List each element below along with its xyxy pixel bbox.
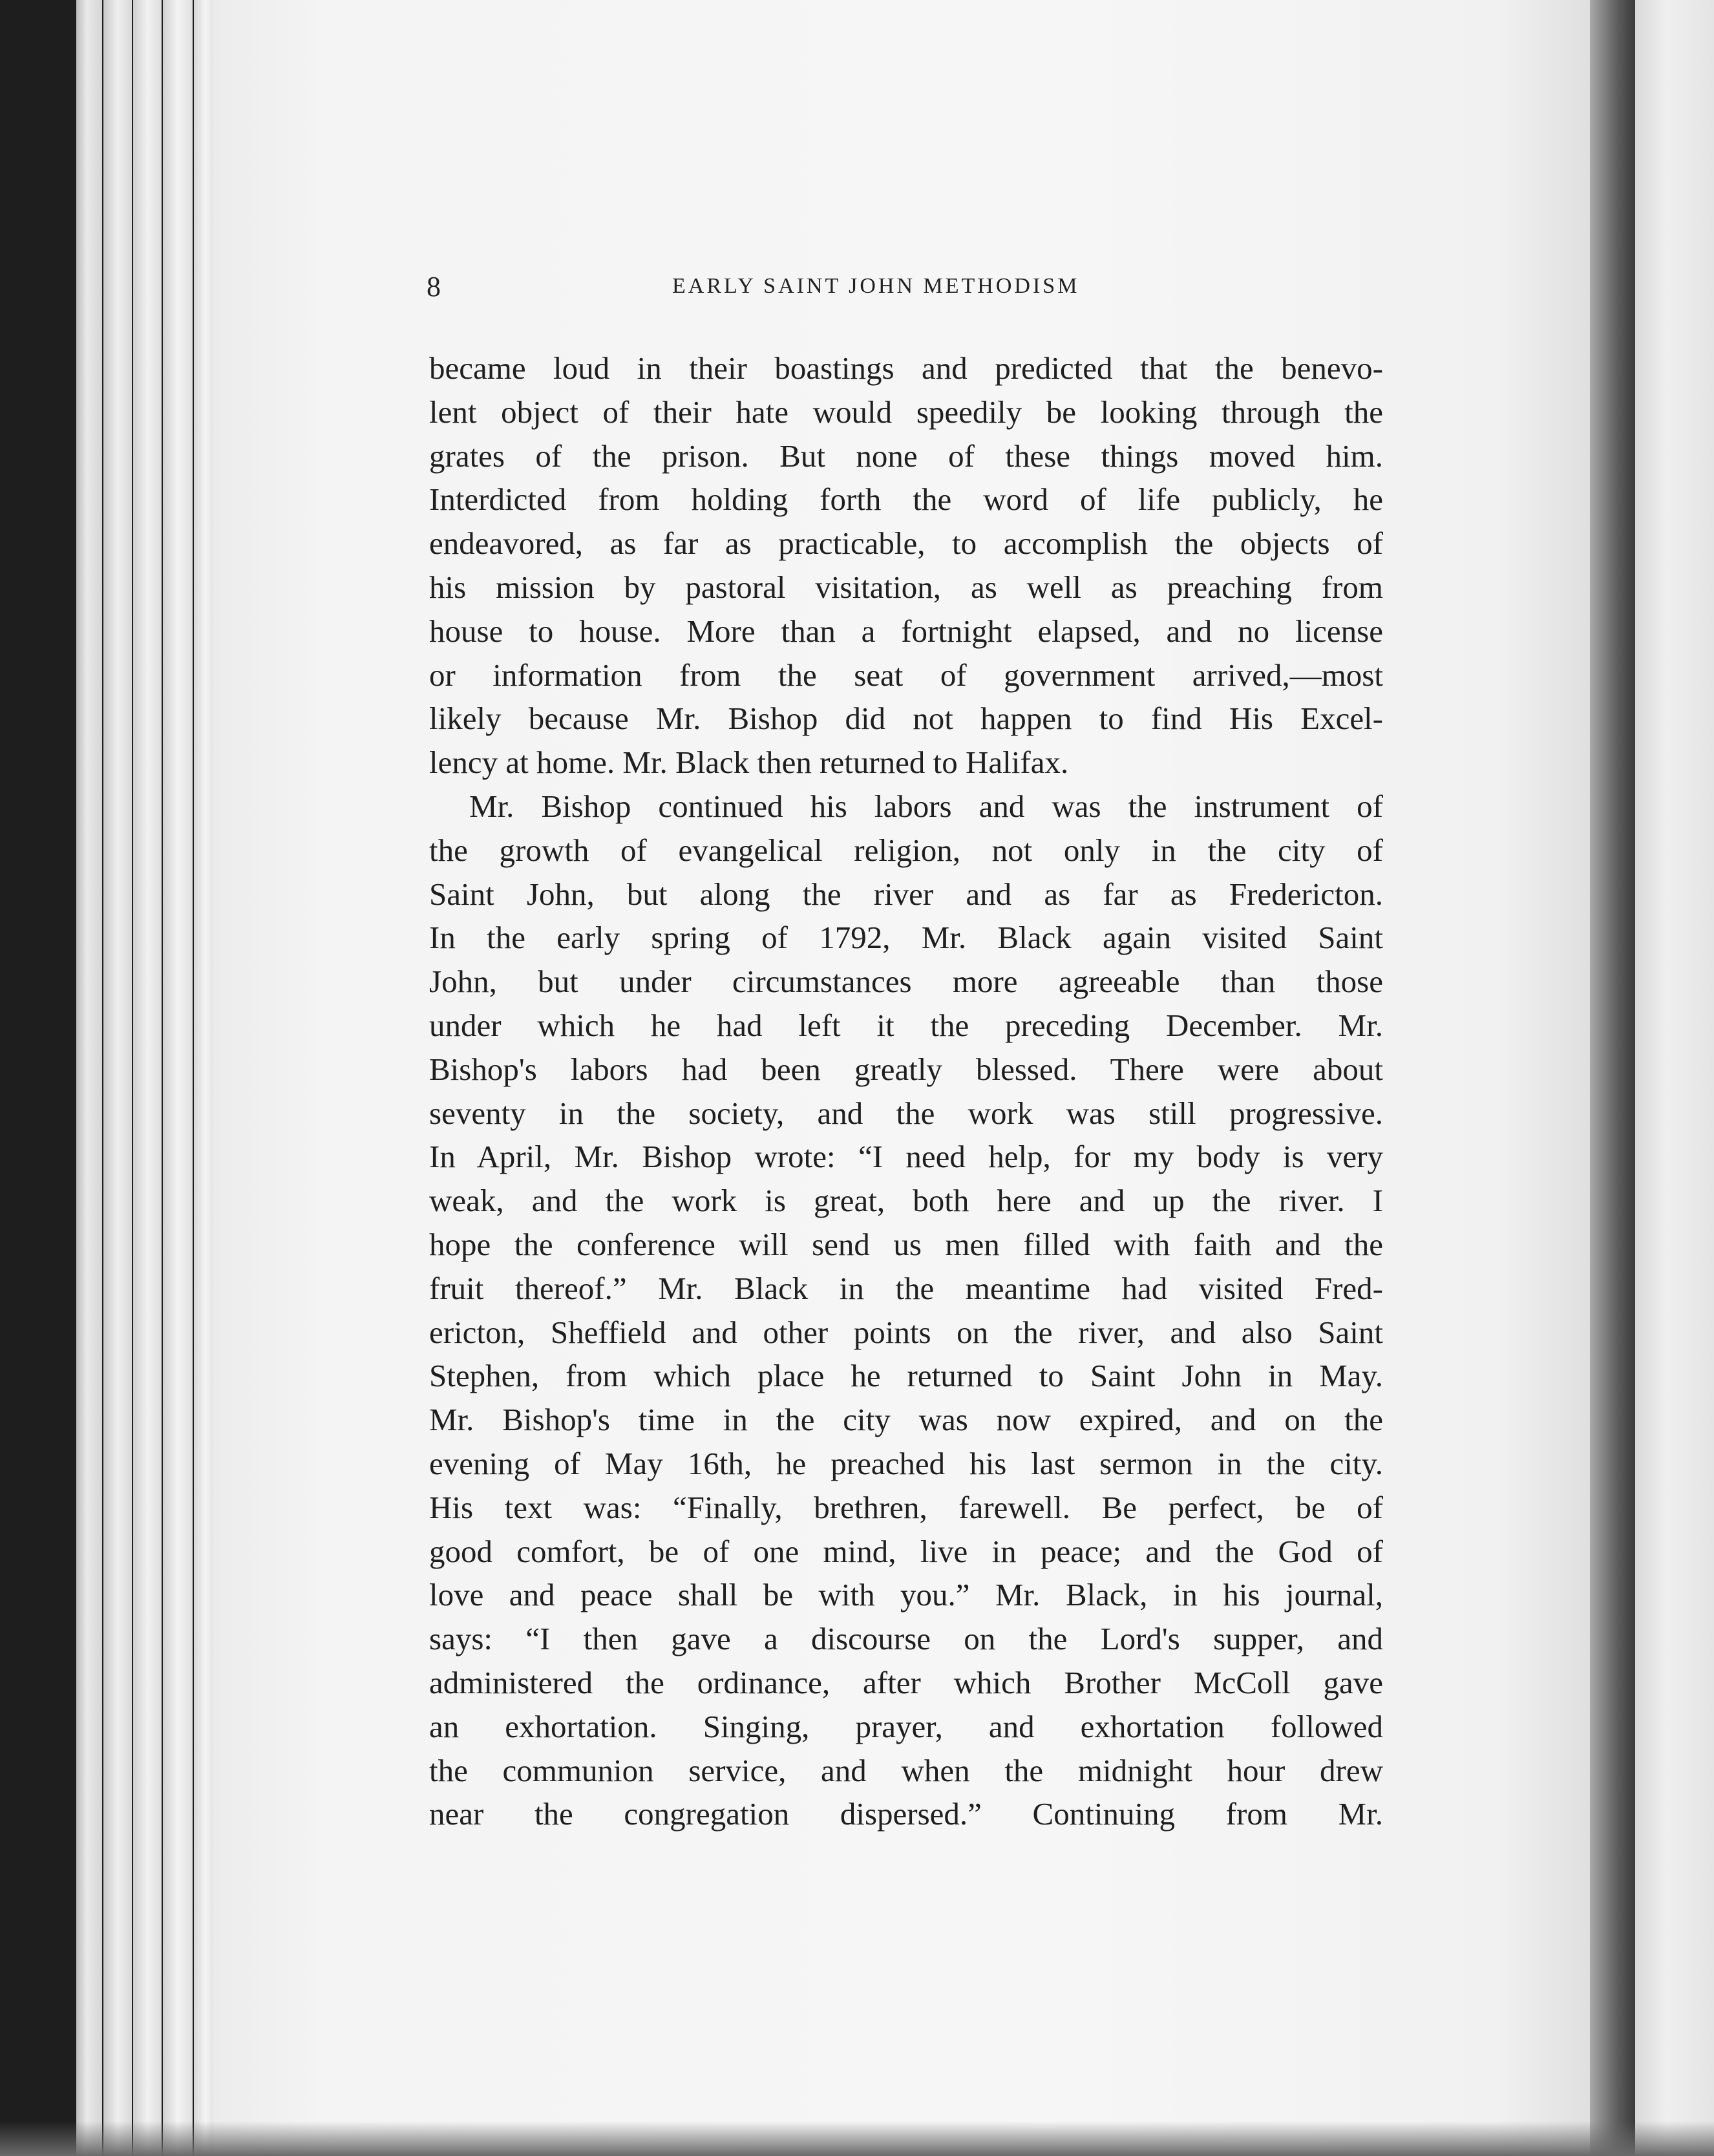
text-line: lency at home. Mr. Black then returned to Halifax. xyxy=(429,745,1069,781)
text-line: ericton, Sheffield and other points on the river, and also Saint xyxy=(429,1314,1383,1350)
text-line: became loud in their boastings and predicted that the benevo- xyxy=(429,350,1383,386)
scan-shadow xyxy=(0,2121,1714,2156)
book-gutter xyxy=(1590,0,1635,2156)
text-line: John, but under circumstances more agreeable than those xyxy=(429,964,1383,1000)
running-head xyxy=(427,270,1383,309)
text-line: house to house. More than a fortnight elapsed, and no license xyxy=(429,613,1383,649)
text-line: Mr. Bishop continued his labors and was the instrument of xyxy=(469,788,1383,824)
page-edge xyxy=(163,0,193,2156)
text-line: under which he had left it the preceding December. Mr. xyxy=(429,1007,1383,1043)
facing-page-edge xyxy=(1635,0,1714,2156)
text-line: Saint John, but along the river and as far as Fredericton. xyxy=(429,876,1383,912)
text-line: evening of May 16th, he preached his last sermon in the city. xyxy=(429,1445,1383,1481)
text-line: fruit thereof.” Mr. Black in the meantime had visited Fred- xyxy=(429,1270,1383,1306)
text-line: endeavored, as far as practicable, to accomplish the objects of xyxy=(429,525,1383,562)
text-line: Interdicted from holding forth the word of life publicly, he xyxy=(429,481,1383,518)
page-edge xyxy=(76,0,102,2156)
text-line: an exhortation. Singing, prayer, and exhortation followed xyxy=(429,1708,1383,1744)
text-line: weak, and the work is great, both here and up the river. I xyxy=(429,1183,1383,1219)
text-line: Mr. Bishop's time in the city was now expired, and on the xyxy=(429,1402,1383,1438)
text-line: good comfort, be of one mind, live in peace; and the God of xyxy=(429,1533,1383,1569)
text-line: likely because Mr. Bishop did not happen to find His Excel- xyxy=(429,701,1383,737)
page-edge xyxy=(103,0,132,2156)
text-line: grates of the prison. But none of these things moved him. xyxy=(429,438,1383,474)
text-line: near the congregation dispersed.” Continuing from Mr. xyxy=(429,1796,1383,1832)
body-text xyxy=(429,346,1383,1836)
page-edge xyxy=(133,0,162,2156)
text-line: his mission by pastoral visitation, as well as preaching from xyxy=(429,569,1383,605)
text-line: the communion service, and when the midnight hour drew xyxy=(429,1752,1383,1788)
text-line: In April, Mr. Bishop wrote: “I need help, for my body is very xyxy=(429,1139,1383,1175)
text-line: love and peace shall be with you.” Mr. Black, in his journal, xyxy=(429,1577,1383,1613)
page-number: 8 xyxy=(427,271,441,302)
page-edge xyxy=(194,0,213,2156)
text-line: administered the ordinance, after which Brother McColl gave xyxy=(429,1664,1383,1700)
text-line: In the early spring of 1792, Mr. Black again visited Saint xyxy=(429,920,1383,956)
running-title: EARLY SAINT JOHN METHODISM xyxy=(672,274,1080,298)
text-line: hope the conference will send us men filled with faith and the xyxy=(429,1226,1383,1262)
text-line: Bishop's labors had been greatly blessed. There were about xyxy=(429,1051,1383,1087)
text-line: says: “I then gave a discourse on the Lord's supper, and xyxy=(429,1621,1383,1657)
text-line: Stephen, from which place he returned to Saint John in May. xyxy=(429,1358,1383,1394)
text-line: seventy in the society, and the work was still progressive. xyxy=(429,1095,1383,1131)
text-line: lent object of their hate would speedily be looking through the xyxy=(429,394,1383,430)
text-line: or information from the seat of government arrived,—most xyxy=(429,657,1383,693)
text-line: the growth of evangelical religion, not only in the city of xyxy=(429,832,1383,868)
text-line: His text was: “Finally, brethren, farewell. Be perfect, be of xyxy=(429,1489,1383,1525)
